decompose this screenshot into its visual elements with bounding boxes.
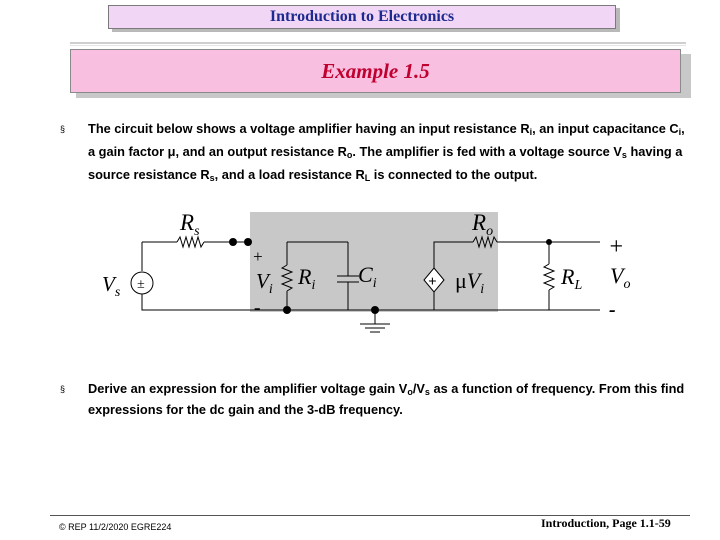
ri-label: $R_i$ [298, 264, 316, 293]
rl-label: $R_L$ [561, 264, 583, 293]
course-title: Introduction to Electronics [108, 5, 616, 29]
terminal-dot [244, 238, 252, 246]
vs-polarity: ± [137, 277, 145, 292]
footer-page-number: Introduction, Page 1.1-59 [541, 516, 671, 530]
ci-label: $C_i$ [358, 262, 377, 291]
terminal-dot [229, 238, 237, 246]
bullet-text-1: The circuit below shows a voltage amplifier having an input resistance $R_i$, an input capacitance $C_i$, a gain factor μ, and an output resistance $R_o$. The amplifier is fed with a voltage source $V_s$ having a source resistance $R_s$, and a load resistance $R_L$ is connected to the output. [88, 121, 685, 183]
ro-label: $R_o$ [472, 210, 494, 239]
junction-dot [546, 239, 552, 245]
junction-dot [283, 306, 291, 314]
rs-resistor-symbol [177, 237, 204, 247]
vo-label: $V_o$ [610, 263, 631, 292]
slide-title: Example 1.5 [70, 49, 681, 93]
bullet-marker: § [60, 384, 66, 394]
vi-minus: - [254, 297, 261, 319]
vo-minus: - [609, 299, 616, 321]
vs-label: $V_s$ [102, 272, 121, 300]
rl-resistor-symbol [544, 264, 554, 290]
mu-vi-label: $\mu V_i$ [455, 268, 485, 297]
bullet-text-2: Derive an expression for the amplifier voltage gain $V_o/V_s$ as a function of frequency. From this find expressions for the dc gain and the 3-dB frequency. [88, 381, 685, 417]
vi-plus: + [252, 247, 264, 266]
junction-dot [371, 306, 379, 314]
vi-label: $V_i$ [256, 269, 273, 297]
rs-label: $R_s$ [180, 210, 200, 239]
vo-plus: + [608, 234, 625, 260]
footer-copyright: © REP 11/2/2020 EGRE224 [59, 522, 172, 532]
bullet-marker: § [60, 124, 66, 134]
dependent-source-polarity: + [428, 274, 437, 290]
